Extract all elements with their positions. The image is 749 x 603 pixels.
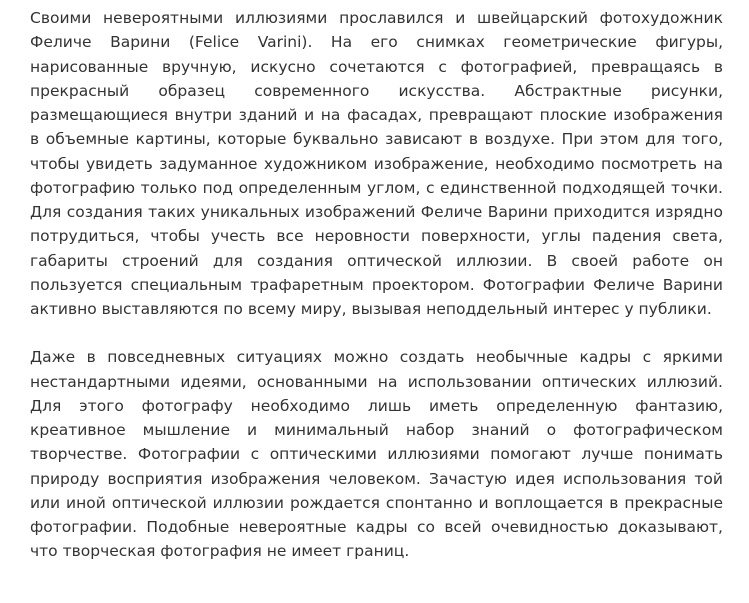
paragraph-felice-varini: Своими невероятными иллюзиями прославился и швейцарский фотохудожник Феличе Варини (Felice Varini). На его снимках геометрические фигуры, нарисованные вручную, искусно сочетаются с фотографией, превращаясь в прекрасный образец современного искусства. Абстрактные рисунки, размещающиеся внутри зданий и на фасадах, превращают плоские изображения в объемные картины, которые буквально зависают в воздухе. При этом для того, чтобы увидеть задуманное художником изображение, необходимо посмотреть на фотографию только под определенным углом, с единственной подходящей точки. Для создания таких уникальных изображений Феличе Варини приходится изрядно потрудиться, чтобы учесть все неровности поверхности, углы падения света, габариты строений для создания оптической иллюзии. В своей работе он пользуется специальным трафаретным проектором. Фотографии Феличе Варини активно выставляются по всему миру, вызывая неподдельный интерес у публики. [30, 9, 723, 318]
paragraph-everyday-illusions: Даже в повседневных ситуациях можно создать необычные кадры с яркими нестандартными идеями, основанными на использовании оптических иллюзий. Для этого фотографу необходимо лишь иметь определенную фантазию, креативное мышление и минимальный набор знаний о фотографическом творчестве. Фотографии с оптическими иллюзиями помогают лучше понимать природу восприятия изображения человеком. Зачастую идея использования той или иной оптической иллюзии рождается спонтанно и воплощается в прекрасные фотографии. Подобные невероятные кадры со всей очевидностью доказывают, что творческая фотография не имеет границ. [30, 348, 723, 561]
